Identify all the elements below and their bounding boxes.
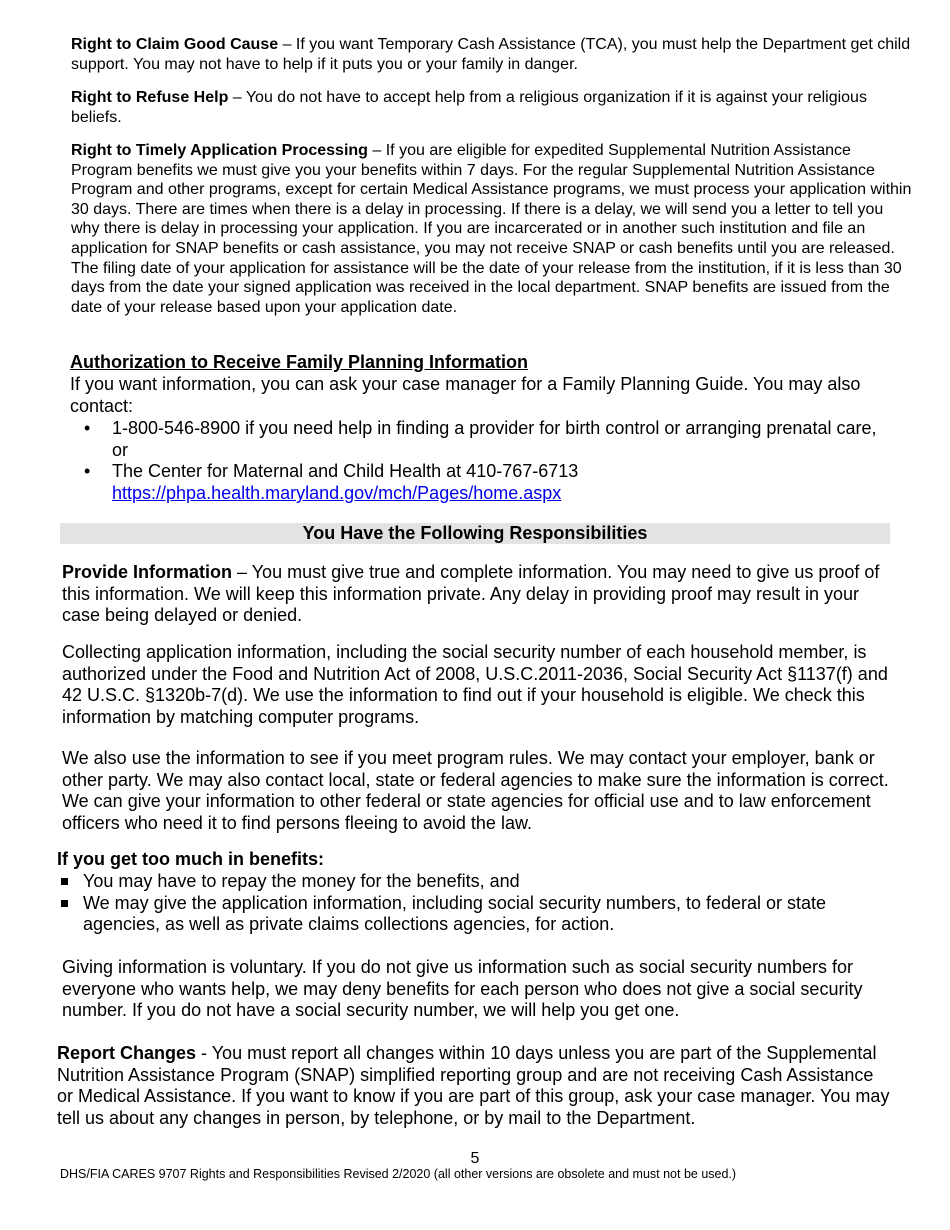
list-item-text: The Center for Maternal and Child Health at 410-767-6713: [112, 461, 579, 482]
list-item: [57, 871, 877, 893]
right-timely-processing-title: Right to Timely Application Processing: [71, 142, 368, 159]
separator: -: [196, 1043, 212, 1063]
right-timely-processing-text: If you are eligible for expedited Supplemental Nutrition Assistance Program benefits we must give you your benefits within 7 days. For the regular Supplemental Nutrition Assistance Program and other programs, except for certain Medical Assistance programs, we must process your application within 30 days. There are times when there is a delay in processing. If there is a delay, we will send you a letter to tell you why there is delay in processing your application. If you are incarcerated or in another such institution and file an application for SNAP benefits or cash assistance, you may not receive SNAP or cash benefits until you are released. The filing date of your application for assistance will be the date of your release from the institution, if it is less than 30 days from the date your signed application was received in the local department. SNAP benefits are issued from the date of your release based upon your application date.: [71, 142, 912, 316]
separator: –: [367, 142, 386, 159]
report-changes-title: Report Changes: [57, 1043, 197, 1063]
mch-link[interactable]: https://phpa.health.maryland.gov/mch/Pages/home.aspx: [112, 483, 562, 504]
report-changes-text: You must report all changes within 10 days unless you are part of the Supplemental Nutrition Assistance Program (SNAP) simplified reporting group and are not receiving Cash Assistance or Medical Assistance. If you want to know if you are part of this group, ask your case manager. You may tell us about any changes in person, by telephone, or by mail to the Department.: [57, 1043, 890, 1129]
square-bullet-icon: [61, 900, 68, 907]
family-planning-list: [70, 418, 890, 505]
provide-information-text: You must give true and complete information. You may need to give us proof of this information. We will keep this information private. Any delay in providing proof may result in your case being delayed or denied.: [62, 562, 880, 626]
report-changes: [57, 1043, 892, 1130]
right-good-cause: [71, 35, 911, 74]
separator: –: [278, 36, 296, 53]
family-planning-heading: [70, 352, 528, 374]
provide-information-title: Provide Information: [62, 562, 233, 582]
too-much-benefits-list: [57, 871, 877, 936]
list-item-text: You may have to repay the money for the benefits, and: [83, 871, 520, 891]
page-number: 5: [470, 1150, 480, 1167]
separator: –: [228, 89, 246, 106]
right-good-cause-title: Right to Claim Good Cause: [71, 36, 279, 53]
list-item: [57, 893, 877, 936]
voluntary-information: Giving information is voluntary. If you do not give us information such as social security numbers for everyone who wants help, we may deny benefits for each person who does not give a social security number. If you do not have a social security number, we will help you get one.: [62, 957, 863, 1021]
right-refuse-help-text: You do not have to accept help from a religious organization if it is against your religious beliefs.: [71, 89, 867, 126]
list-item-text: We may give the application information, including social security numbers, to federal or state agencies, as well as private claims collections agencies, for action.: [83, 892, 827, 935]
provide-information: [62, 562, 892, 627]
right-refuse-help-title: Right to Refuse Help: [71, 89, 229, 106]
responsibilities-banner: You Have the Following Responsibilities: [60, 523, 890, 544]
family-planning-intro: If you want information, you can ask your case manager for a Family Planning Guide. You may also contact:: [70, 374, 861, 416]
list-item-text: 1-800-546-8900 if you need help in finding a provider for birth control or arranging prenatal care, or: [112, 418, 877, 460]
too-much-benefits-heading-text: If you get too much in benefits:: [57, 849, 324, 869]
collecting-information: Collecting application information, including the social security number of each household member, is authorized under the Food and Nutrition Act of 2008, U.S.C.2011-2036, Social Security Act §1137(f) and 42 U.S.C. §1320b-7(d). We use the information to find out if your household is eligible. We check this information by matching computer programs.: [62, 642, 888, 728]
right-good-cause-text: If you want Temporary Cash Assistance (TCA), you must help the Department get child support. You may not have to help if it puts you or your family in danger.: [71, 36, 911, 73]
list-item: [70, 461, 890, 504]
square-bullet-icon: [61, 878, 68, 885]
separator: –: [232, 562, 252, 582]
list-item: [70, 418, 890, 461]
information-use: We also use the information to see if you meet program rules. We may contact your employer, bank or other party. We may also contact local, state or federal agencies to make sure the information is correct. We can give your information to other federal or state agencies for official use and to law enforcement officers who need it to find persons fleeing to avoid the law.: [62, 748, 889, 834]
right-timely-processing: [71, 141, 916, 317]
form-footer: DHS/FIA CARES 9707 Rights and Responsibilities Revised 2/2020 (all other versions are obsolete and must not be used.): [60, 1167, 737, 1181]
too-much-benefits-heading: [57, 849, 887, 871]
family-planning-heading-text: Authorization to Receive Family Planning Information: [70, 352, 529, 372]
right-refuse-help: [71, 88, 911, 127]
